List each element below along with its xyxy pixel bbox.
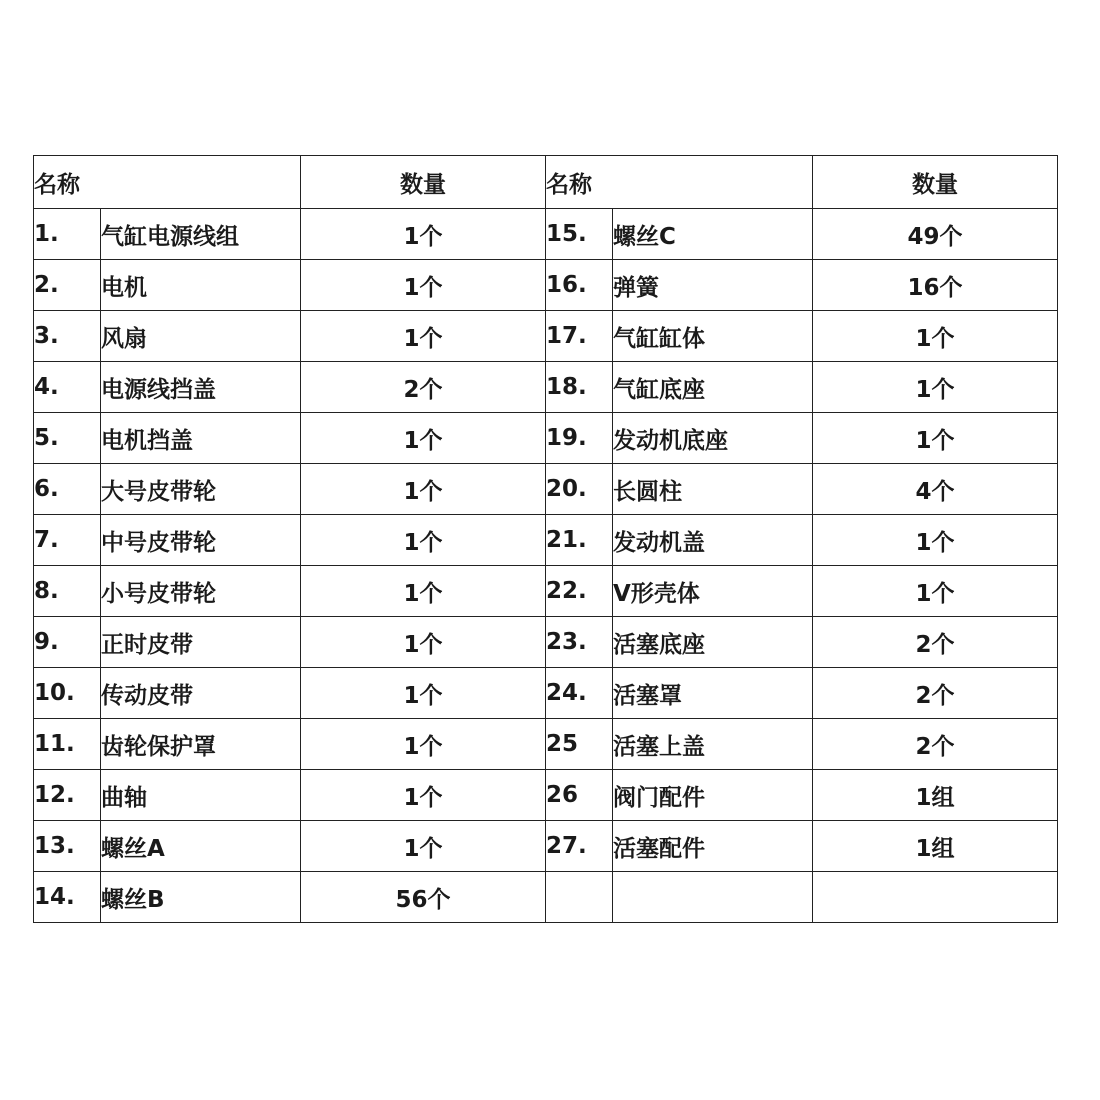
header-name-right: 名称 — [546, 156, 813, 209]
item-number-right: 17. — [546, 311, 613, 362]
item-number-right: 16. — [546, 260, 613, 311]
item-number-left: 5. — [34, 413, 101, 464]
item-name-left: 正时皮带 — [101, 617, 301, 668]
item-number-right: 21. — [546, 515, 613, 566]
item-quantity-left: 1个 — [301, 668, 546, 719]
item-quantity-right — [813, 872, 1058, 923]
item-quantity-left: 2个 — [301, 362, 546, 413]
item-number-right: 27. — [546, 821, 613, 872]
table-row — [34, 617, 1058, 668]
item-quantity-left: 1个 — [301, 311, 546, 362]
table-row — [34, 719, 1058, 770]
item-quantity-left: 1个 — [301, 617, 546, 668]
item-quantity-left: 1个 — [301, 770, 546, 821]
item-quantity-right: 1个 — [813, 413, 1058, 464]
table-row — [34, 566, 1058, 617]
table-row — [34, 464, 1058, 515]
item-number-left: 12. — [34, 770, 101, 821]
item-quantity-left: 1个 — [301, 821, 546, 872]
item-name-left: 电机 — [101, 260, 301, 311]
item-number-left: 11. — [34, 719, 101, 770]
item-number-left: 9. — [34, 617, 101, 668]
item-name-right: 阀门配件 — [613, 770, 813, 821]
item-quantity-right: 1个 — [813, 362, 1058, 413]
item-name-right: 气缸底座 — [613, 362, 813, 413]
item-quantity-left: 1个 — [301, 209, 546, 260]
item-number-left: 1. — [34, 209, 101, 260]
item-quantity-right: 1组 — [813, 770, 1058, 821]
item-quantity-right: 1个 — [813, 566, 1058, 617]
item-quantity-left: 1个 — [301, 413, 546, 464]
table-row — [34, 260, 1058, 311]
item-name-right: 长圆柱 — [613, 464, 813, 515]
table-row — [34, 209, 1058, 260]
table-row — [34, 872, 1058, 923]
item-number-left: 2. — [34, 260, 101, 311]
parts-list-table — [33, 155, 1058, 923]
item-number-left: 13. — [34, 821, 101, 872]
item-number-right: 24. — [546, 668, 613, 719]
item-number-left: 3. — [34, 311, 101, 362]
item-quantity-right: 49个 — [813, 209, 1058, 260]
item-name-right: 活塞上盖 — [613, 719, 813, 770]
item-quantity-right: 1个 — [813, 311, 1058, 362]
item-name-left: 电机挡盖 — [101, 413, 301, 464]
item-quantity-left: 1个 — [301, 515, 546, 566]
item-number-right: 25 — [546, 719, 613, 770]
table-row — [34, 362, 1058, 413]
item-quantity-left: 1个 — [301, 464, 546, 515]
item-number-left: 10. — [34, 668, 101, 719]
item-name-right: 活塞罩 — [613, 668, 813, 719]
item-name-right: V形壳体 — [613, 566, 813, 617]
item-number-right: 23. — [546, 617, 613, 668]
item-number-left: 4. — [34, 362, 101, 413]
item-name-right: 弹簧 — [613, 260, 813, 311]
item-name-left: 曲轴 — [101, 770, 301, 821]
item-quantity-left: 1个 — [301, 566, 546, 617]
item-name-left: 风扇 — [101, 311, 301, 362]
table-row — [34, 311, 1058, 362]
header-name-left: 名称 — [34, 156, 301, 209]
item-name-left: 螺丝B — [101, 872, 301, 923]
item-quantity-right: 16个 — [813, 260, 1058, 311]
header-qty-left: 数量 — [301, 156, 546, 209]
table-row — [34, 515, 1058, 566]
table-row — [34, 821, 1058, 872]
item-name-right: 活塞配件 — [613, 821, 813, 872]
item-quantity-left: 1个 — [301, 719, 546, 770]
item-number-right: 15. — [546, 209, 613, 260]
item-name-right — [613, 872, 813, 923]
item-name-left: 气缸电源线组 — [101, 209, 301, 260]
item-name-left: 齿轮保护罩 — [101, 719, 301, 770]
item-name-left: 中号皮带轮 — [101, 515, 301, 566]
table-row — [34, 770, 1058, 821]
item-quantity-left: 56个 — [301, 872, 546, 923]
item-quantity-right: 2个 — [813, 719, 1058, 770]
item-number-right — [546, 872, 613, 923]
table-row — [34, 668, 1058, 719]
item-number-left: 6. — [34, 464, 101, 515]
item-number-right: 26 — [546, 770, 613, 821]
item-name-right: 活塞底座 — [613, 617, 813, 668]
item-name-right: 螺丝C — [613, 209, 813, 260]
item-name-right: 气缸缸体 — [613, 311, 813, 362]
header-row — [34, 156, 1058, 209]
item-quantity-right: 1个 — [813, 515, 1058, 566]
item-name-right: 发动机盖 — [613, 515, 813, 566]
item-quantity-right: 4个 — [813, 464, 1058, 515]
item-number-right: 18. — [546, 362, 613, 413]
item-name-left: 螺丝A — [101, 821, 301, 872]
item-quantity-right: 2个 — [813, 617, 1058, 668]
item-number-left: 14. — [34, 872, 101, 923]
table-row — [34, 413, 1058, 464]
item-name-left: 大号皮带轮 — [101, 464, 301, 515]
item-name-left: 电源线挡盖 — [101, 362, 301, 413]
item-quantity-right: 1组 — [813, 821, 1058, 872]
item-quantity-left: 1个 — [301, 260, 546, 311]
item-number-left: 7. — [34, 515, 101, 566]
item-quantity-right: 2个 — [813, 668, 1058, 719]
item-name-right: 发动机底座 — [613, 413, 813, 464]
header-qty-right: 数量 — [813, 156, 1058, 209]
item-name-left: 小号皮带轮 — [101, 566, 301, 617]
item-number-left: 8. — [34, 566, 101, 617]
item-name-left: 传动皮带 — [101, 668, 301, 719]
item-number-right: 19. — [546, 413, 613, 464]
item-number-right: 20. — [546, 464, 613, 515]
item-number-right: 22. — [546, 566, 613, 617]
